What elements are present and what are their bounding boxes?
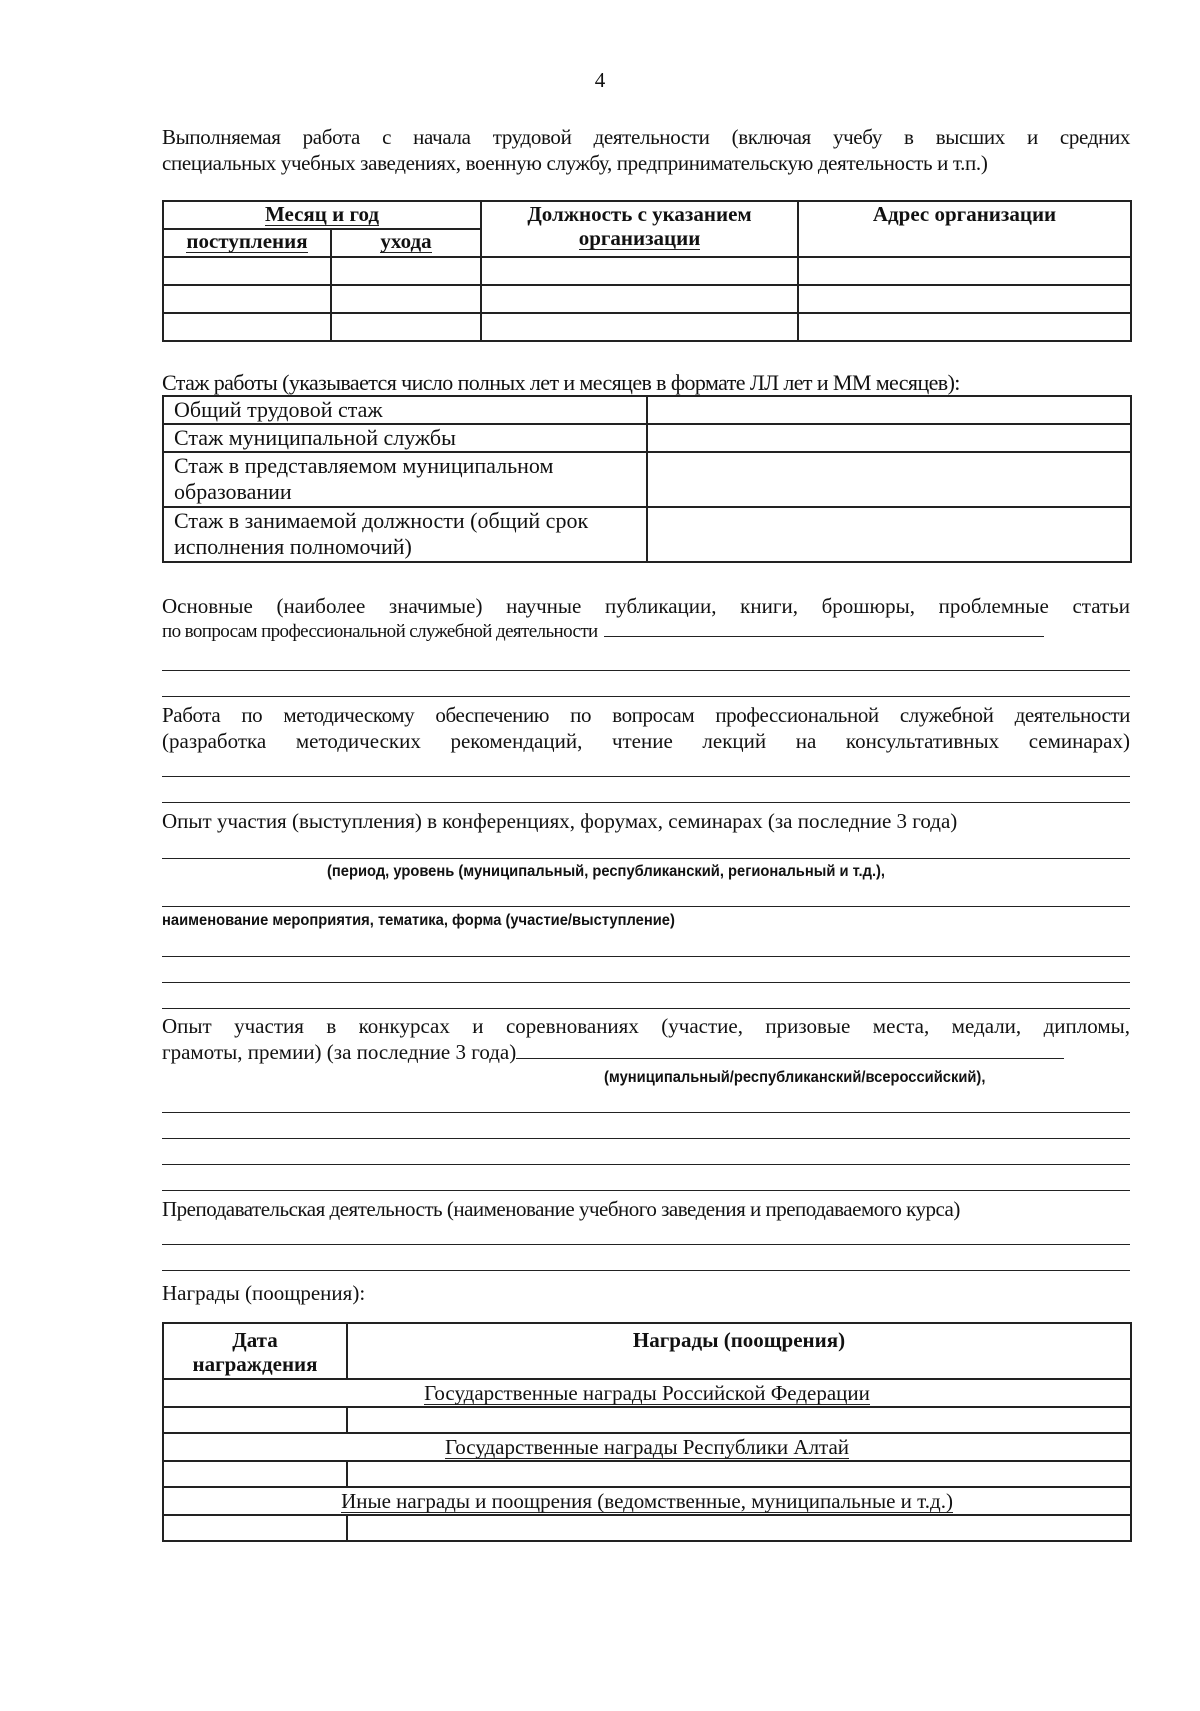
seniority-label: Стаж в занимаемой должности (общий срок исполнения полномочий) xyxy=(163,507,647,562)
contests-fill-line[interactable] xyxy=(162,1190,1130,1191)
award-date-cell[interactable] xyxy=(163,1407,347,1433)
work-history-table xyxy=(162,200,1132,342)
cell-end[interactable] xyxy=(331,313,481,341)
table-row xyxy=(163,257,1131,285)
conferences-caption-period: (период, уровень (муниципальный, республиканский, региональный и т.д.), xyxy=(327,863,886,880)
publications-fill-line[interactable] xyxy=(162,670,1130,671)
contests-text xyxy=(162,1013,1130,1065)
table-row xyxy=(163,1407,1131,1433)
table-row xyxy=(163,1461,1131,1487)
work-history-intro-line1: Выполняемая работа с начала трудовой деятельности (включая учебу в высших и средних xyxy=(162,125,1130,149)
cell-position[interactable] xyxy=(481,285,798,313)
publications-line1: Основные (наиболее значимые) научные публикации, книги, брошюры, проблемные статьи xyxy=(162,594,1130,618)
conferences-fill-line[interactable] xyxy=(162,956,1130,957)
awards-table xyxy=(162,1322,1132,1542)
conferences-fill-line[interactable] xyxy=(162,906,1130,907)
seniority-label: Стаж муниципальной службы xyxy=(163,424,647,452)
work-history-intro xyxy=(162,124,1130,176)
table-row xyxy=(163,285,1131,313)
table-row xyxy=(163,313,1131,341)
conferences-fill-line[interactable] xyxy=(162,982,1130,983)
cell-address[interactable] xyxy=(798,257,1131,285)
cell-address[interactable] xyxy=(798,285,1131,313)
methodical-line1: Работа по методическому обеспечению по вопросам профессиональной служебной деятельности xyxy=(162,703,1130,727)
table-row xyxy=(163,396,1131,424)
header-start: поступления xyxy=(163,229,331,257)
conferences-text: Опыт участия (выступления) в конференциях, форумах, семинарах (за последние 3 года) xyxy=(162,809,958,833)
seniority-label: Общий трудовой стаж xyxy=(163,396,647,424)
award-date-cell[interactable] xyxy=(163,1461,347,1487)
teaching-fill-line[interactable] xyxy=(162,1270,1130,1271)
contests-line2: грамоты, премии) (за последние 3 года) xyxy=(162,1039,1130,1065)
awards-header-awards: Награды (поощрения) xyxy=(347,1323,1131,1379)
methodical-text xyxy=(162,702,1130,754)
header-position: Должность с указанием организации xyxy=(481,201,798,257)
award-name-cell[interactable] xyxy=(347,1461,1131,1487)
conferences-fill-line[interactable] xyxy=(162,1008,1130,1009)
contests-fill-line[interactable] xyxy=(162,1138,1130,1139)
publications-text xyxy=(162,593,1130,645)
seniority-table xyxy=(162,395,1132,563)
contests-line1: Опыт участия в конкурсах и соревнованиях (участие, призовые места, медали, дипломы, xyxy=(162,1014,1130,1038)
seniority-label: Стаж в представляемом муниципальном образовании xyxy=(163,452,647,507)
conferences-fill-line[interactable] xyxy=(162,858,1130,859)
seniority-value[interactable] xyxy=(647,452,1131,507)
methodical-line2: (разработка методических рекомендаций, чтение лекций на консультативных семинарах) xyxy=(162,729,1130,753)
awards-header-date: Дата награждения xyxy=(163,1323,347,1379)
publications-fill-line[interactable] xyxy=(162,696,1130,697)
cell-start[interactable] xyxy=(163,257,331,285)
publications-line2: по вопросам профессиональной служебной деятельности xyxy=(162,619,1130,645)
header-address: Адрес организации xyxy=(798,201,1131,257)
page-number: 4 xyxy=(594,68,606,92)
seniority-value[interactable] xyxy=(647,507,1131,562)
table-row xyxy=(163,1515,1131,1541)
seniority-intro: Стаж работы (указывается число полных лет и месяцев в формате ЛЛ лет и ММ месяцев): xyxy=(162,370,960,395)
awards-section-republic: Государственные награды Республики Алтай xyxy=(163,1433,1131,1461)
cell-end[interactable] xyxy=(331,285,481,313)
seniority-value[interactable] xyxy=(647,424,1131,452)
header-month-year: Месяц и год xyxy=(163,201,481,229)
award-name-cell[interactable] xyxy=(347,1407,1131,1433)
teaching-fill-line[interactable] xyxy=(162,1244,1130,1245)
awards-intro: Награды (поощрения): xyxy=(162,1281,366,1305)
contests-caption: (муниципальный/республиканский/всероссийский), xyxy=(604,1069,986,1086)
cell-position[interactable] xyxy=(481,257,798,285)
conferences-caption-event: наименование мероприятия, тематика, форма (участие/выступление) xyxy=(162,912,675,929)
cell-address[interactable] xyxy=(798,313,1131,341)
award-date-cell[interactable] xyxy=(163,1515,347,1541)
header-end: ухода xyxy=(331,229,481,257)
methodical-fill-line[interactable] xyxy=(162,776,1130,777)
table-row xyxy=(163,452,1131,507)
work-history-intro-line2: специальных учебных заведениях, военную службу, предпринимательскую деятельность и т.п.) xyxy=(162,151,988,175)
cell-start[interactable] xyxy=(163,285,331,313)
awards-section-federal: Государственные награды Российской Федерации xyxy=(163,1379,1131,1407)
teaching-text: Преподавательская деятельность (наименование учебного заведения и преподаваемого курса) xyxy=(162,1197,960,1221)
seniority-value[interactable] xyxy=(647,396,1131,424)
contests-fill-line[interactable] xyxy=(162,1164,1130,1165)
cell-end[interactable] xyxy=(331,257,481,285)
contests-fill-line[interactable] xyxy=(162,1112,1130,1113)
awards-section-other: Иные награды и поощрения (ведомственные, муниципальные и т.д.) xyxy=(163,1487,1131,1515)
methodical-fill-line[interactable] xyxy=(162,802,1130,803)
table-row xyxy=(163,507,1131,562)
table-row xyxy=(163,424,1131,452)
cell-position[interactable] xyxy=(481,313,798,341)
cell-start[interactable] xyxy=(163,313,331,341)
award-name-cell[interactable] xyxy=(347,1515,1131,1541)
